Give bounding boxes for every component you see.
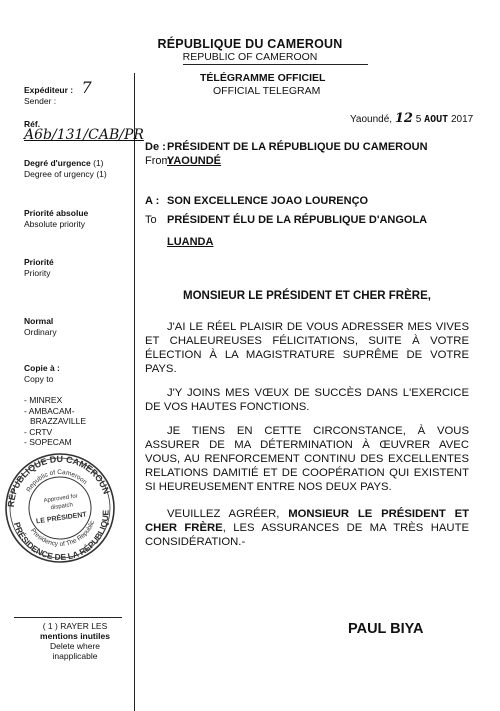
- stamp-approved-2: dispatch: [50, 502, 74, 512]
- paragraph-4: [145, 507, 469, 549]
- footnote-line: ( 1 ) RAYER LES: [42, 621, 108, 631]
- paragraph-1: J'AI LE RÉEL PLAISIR DE VOUS ADRESSER MES VIVES ET CHALEUREUSES FÉLICITATIONS, SUITE À VOTRE ÉLECTION À LA MAGISTRATURE SUPRÊME DE VOTRE PAYS.: [145, 321, 469, 375]
- copy-item: - SOPECAM: [24, 437, 72, 447]
- stamp-outer-bottom: PRÉSIDENCE DE LA RÉPUBLIQUE: [11, 509, 111, 563]
- urgency-note-fr: (1): [93, 158, 104, 168]
- closing-b: MONSIEUR LE PRÉSIDENT ET CHER FRÈRE: [145, 508, 470, 534]
- reference-block: [24, 119, 144, 143]
- abs-priority-en: Absolute priority: [24, 219, 85, 229]
- closing-c: , LES ASSURANCES DE MA TRÈS HAUTE CONSIDÉRATION.-: [145, 522, 469, 548]
- stamp-inner-bottom: Presidency of The Republic: [28, 519, 97, 549]
- copy-list: [24, 395, 86, 448]
- presidential-seal-stamp: [0, 442, 120, 572]
- normal-fr: Normal: [24, 316, 54, 326]
- copy-item: BRAZZAVILLE: [30, 416, 87, 426]
- absolute-priority-block: [24, 208, 88, 230]
- copy-item: - CRTV: [24, 426, 53, 437]
- date-line: [350, 111, 473, 126]
- ref-label: Réf.: [24, 119, 41, 129]
- urgency-note-en: (1): [96, 169, 107, 179]
- date-month: AOUT: [424, 114, 449, 125]
- to-line-2: PRÉSIDENT ÉLU DE LA RÉPUBLIQUE D'ANGOLA: [167, 214, 428, 226]
- stamp-center-text: LE PRÉSIDENT: [35, 511, 88, 526]
- footnote-divider: [14, 617, 122, 618]
- paragraph-2: J'Y JOINS MES VŒUX DE SUCCÈS DANS L'EXERCICE DE VOS HAUTES FONCTIONS.: [145, 387, 469, 413]
- copy-label-fr: Copie à :: [24, 363, 60, 373]
- from-label-fr: De :: [145, 141, 166, 153]
- from-line-2: YAOUNDÉ: [167, 155, 221, 167]
- sender-label-en: Sender :: [24, 96, 57, 106]
- footnote-line: mentions inutiles: [40, 631, 110, 641]
- to-label-en: To: [145, 214, 157, 226]
- telegram-title-en: OFFICIAL TELEGRAM: [213, 85, 321, 97]
- header-divider: [183, 64, 368, 65]
- footnote-line: Delete where: [49, 641, 101, 651]
- date-city: Yaoundé,: [350, 114, 393, 125]
- sender-value: 7: [81, 78, 92, 97]
- footnote-line: inapplicable: [52, 651, 98, 661]
- urgency-block: [24, 158, 134, 180]
- footnote-block: [28, 621, 122, 661]
- stamp-inner-top: Republic of Cameroon: [25, 468, 89, 494]
- copy-item: - AMBACAM-: [24, 405, 75, 416]
- date-day: 12: [394, 111, 413, 126]
- copy-item: - MINREX: [24, 395, 63, 405]
- country-title-en: REPUBLIC OF CAMEROON: [182, 51, 318, 63]
- priority-fr: Priorité: [24, 257, 54, 267]
- stamp-outer-top: RÉPUBLIQUE DU CAMEROUN: [5, 454, 112, 508]
- copy-block: [24, 363, 60, 385]
- stamp-approved: Approved for: [43, 493, 79, 505]
- abs-priority-fr: Priorité absolue: [24, 208, 89, 218]
- salutation: MONSIEUR LE PRÉSIDENT ET CHER FRÈRE,: [183, 290, 431, 302]
- country-title-fr: RÉPUBLIQUE DU CAMEROUN: [157, 37, 343, 51]
- telegram-title-fr: TÉLÉGRAMME OFFICIEL: [200, 72, 326, 84]
- sender-label-fr: Expéditeur :: [24, 85, 74, 95]
- copy-label-en: Copy to: [24, 374, 54, 384]
- urgency-label-en: Degree of urgency: [24, 169, 94, 179]
- date-year: 2017: [450, 114, 474, 125]
- to-line-1: SON EXCELLENCE JOAO LOURENÇO: [167, 195, 369, 207]
- date-sep: 5: [415, 114, 422, 125]
- normal-en: Ordinary: [24, 327, 57, 337]
- from-line-1: PRÉSIDENT DE LA RÉPUBLIQUE DU CAMEROUN: [167, 141, 428, 153]
- sidebar-divider: [134, 73, 135, 711]
- closing-a: VEUILLEZ AGRÉER,: [167, 508, 280, 520]
- urgency-label-fr: Degré d'urgence: [24, 158, 91, 168]
- ordinary-block: [24, 316, 57, 338]
- to-label-fr: A :: [145, 195, 160, 207]
- to-line-3: LUANDA: [167, 236, 214, 248]
- priority-block: [24, 257, 54, 279]
- from-label-en: From: [145, 155, 171, 167]
- signature: PAUL BIYA: [348, 621, 424, 637]
- paragraph-3: JE TIENS EN CETTE CIRCONSTANCE, À VOUS ASSURER DE MA DÉTERMINATION À ŒUVRER AVEC VOUS, AU RENFORCEMENT CONTINU DES EXCELLENTES RELATIONS DAMITIÉ ET DE COOPÉRATION QUI EXISTENT SI HEUREUSEMENT ENTRE NOS DEUX PAYS.: [145, 425, 469, 493]
- ref-value: A6b/131/CAB/PR: [24, 127, 144, 143]
- priority-en: Priority: [24, 268, 51, 278]
- sender-block: [24, 78, 92, 107]
